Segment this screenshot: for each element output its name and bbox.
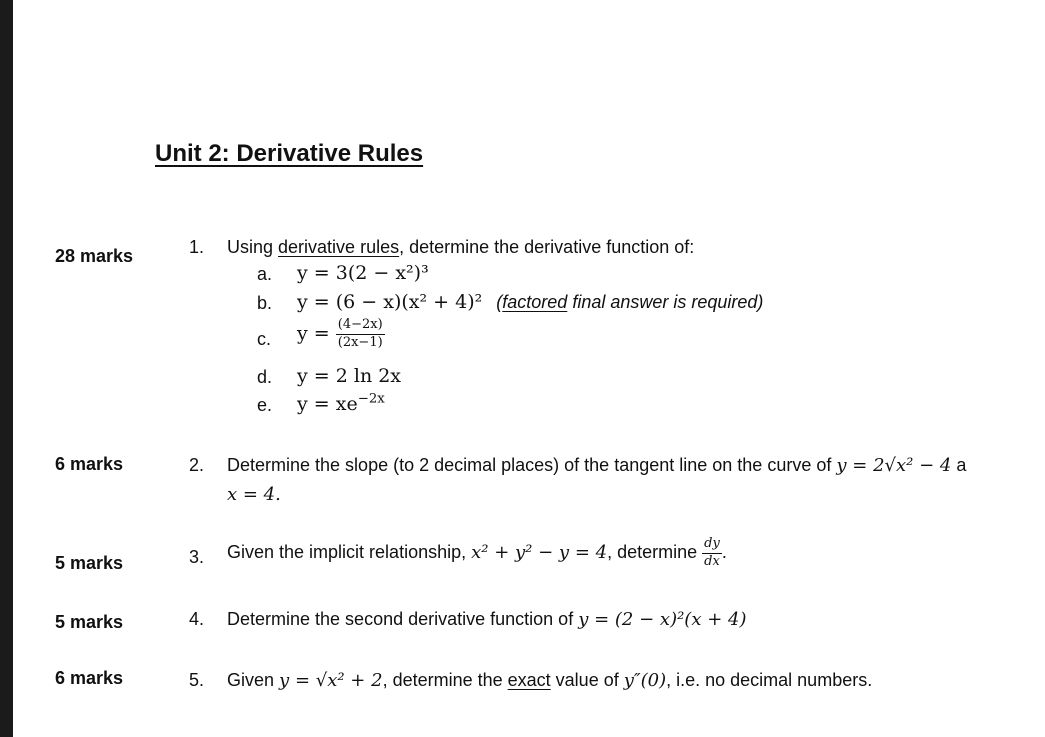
q1c-fraction: $\frac{(4-2x)}{(2x-1)}$ [337, 317, 383, 350]
q4-expression: y = (2 − x)²(x + 4) [578, 609, 747, 630]
left-screen-edge [0, 0, 13, 737]
q4-text: Determine the second derivative function of y = (2 − x)²(x + 4) [227, 609, 747, 630]
q1d-expression: y = 2 ln 2x [297, 365, 402, 387]
page-title: Unit 2: Derivative Rules [155, 140, 424, 167]
q1e-label: e. [257, 395, 273, 415]
q2-expression: y = 2√x² − 4 [836, 455, 952, 476]
q1d-label: d. [257, 367, 273, 387]
q3-marks: 5 marks [55, 553, 124, 573]
q5-second-derivative: y″(0) [623, 670, 667, 691]
q3-number: 3. [189, 547, 205, 567]
q3-dydx-fraction: $\frac{dy}{dx}$ [704, 536, 720, 569]
q3-text: Given the implicit relationship, x² + y² − y = 4, determine $\frac{dy}{dx}$ . [227, 536, 727, 569]
q1c-expression: y = $\frac{(4-2x)}{(2x-1)}$ [297, 317, 383, 350]
q1-number: 1. [189, 237, 205, 257]
q1e-expression: $y = xe^{-2x}$ [297, 391, 385, 415]
q4-number: 4. [189, 609, 205, 629]
q5-text: Given y = √x² + 2, determine the exact value of y″(0), i.e. no decimal numbers. [227, 670, 873, 691]
q1a-expression: y = 3(2 − x²)³ [297, 262, 429, 284]
q1b-expression: y = (6 − x)(x² + 4)² (factored final answer is required) [297, 291, 764, 313]
q1b-label: b. [257, 293, 273, 313]
q4-marks: 5 marks [55, 612, 124, 632]
q5-number: 5. [189, 670, 205, 690]
q1b-note: (factored final answer is required) [496, 292, 764, 312]
q1c-label: c. [257, 329, 272, 349]
q3-expression: x² + y² − y = 4 [471, 542, 608, 564]
q2-number: 2. [189, 455, 205, 475]
q5-expression: y = √x² + 2 [279, 670, 383, 691]
q1-text: Using derivative rules, determine the derivative function of: [227, 237, 695, 257]
q2-marks: 6 marks [55, 454, 124, 474]
q2-line2: x = 4. [227, 484, 281, 505]
q1a-label: a. [257, 264, 273, 284]
q2-text: Determine the slope (to 2 decimal places) of the tangent line on the curve of y = 2√x² − 4 a [227, 455, 967, 476]
q1-marks: 28 marks [55, 246, 134, 266]
q5-marks: 6 marks [55, 668, 124, 688]
document-page [13, 0, 1045, 737]
